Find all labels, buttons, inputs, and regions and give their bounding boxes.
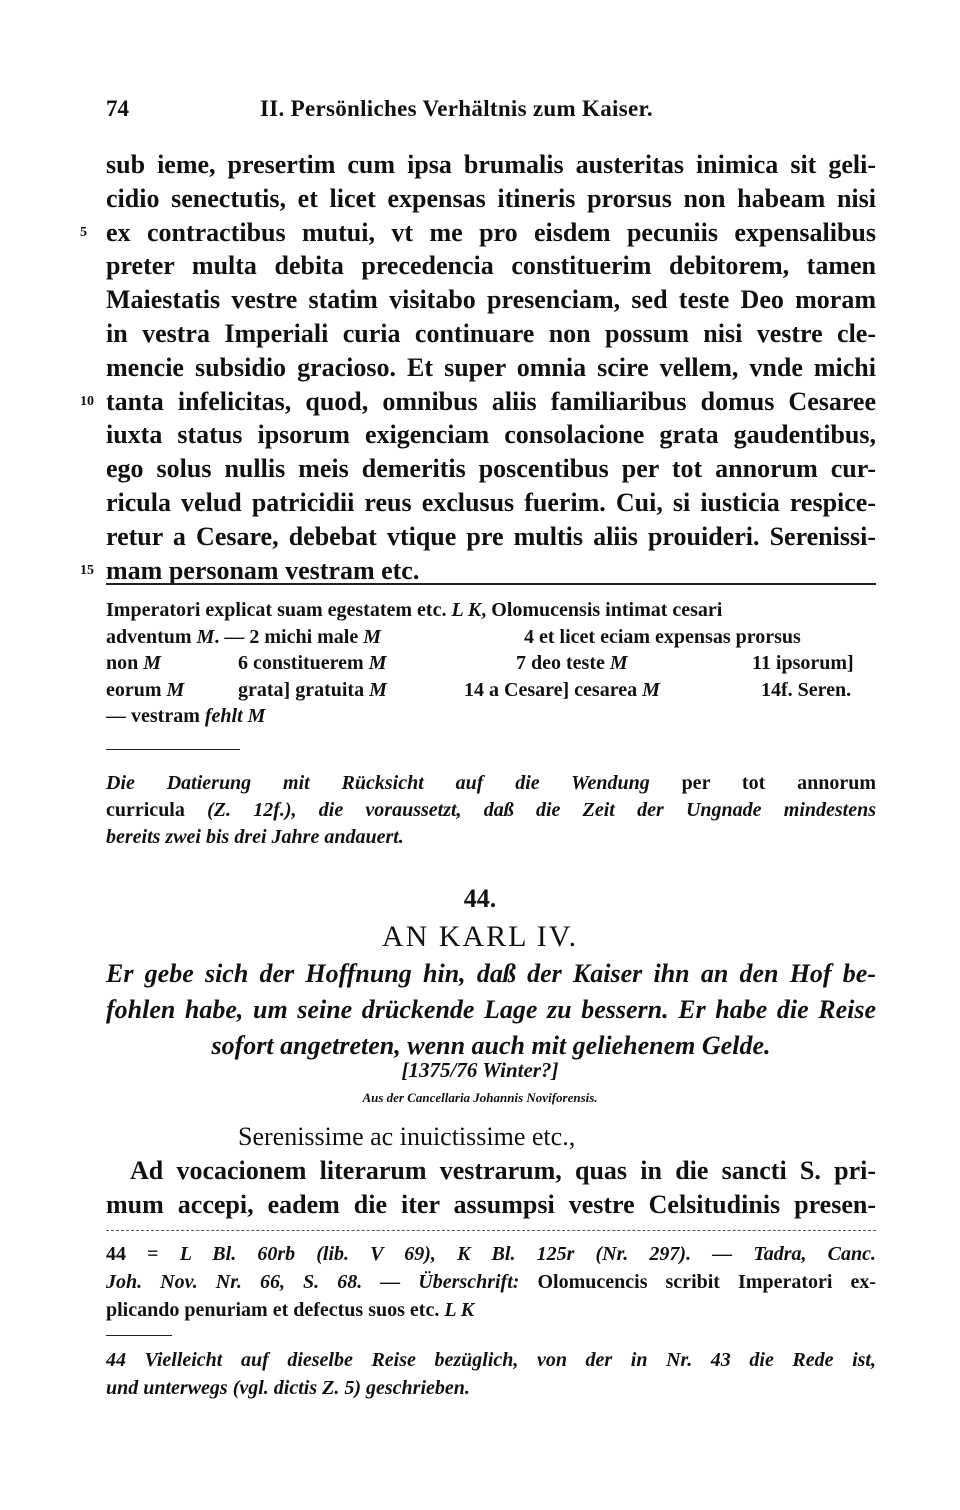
footnote-line: 44 Vielleicht auf dieselbe Reise bezüglich, von der in Nr. 43 die Rede ist, bbox=[106, 1349, 876, 1371]
apparatus-text: — vestram bbox=[106, 705, 200, 727]
apparatus-divider bbox=[106, 583, 876, 585]
apparatus-siglum: M bbox=[143, 652, 162, 674]
line-text: tanta infelicitas, quod, omnibus aliis familiaribus domus Cesaree bbox=[106, 386, 876, 416]
apparatus-text: 14f. Seren. bbox=[761, 678, 852, 701]
note-line bbox=[106, 824, 876, 851]
apparatus-text: 7 deo teste bbox=[516, 652, 605, 674]
line-text: in vestra Imperiali curia continuare non possum nisi vestre cle- bbox=[106, 318, 876, 348]
footnote-text: L K bbox=[444, 1299, 475, 1321]
apparatus-siglum: L K bbox=[451, 599, 482, 621]
apparatus-entry bbox=[238, 677, 387, 704]
line-text: cidio senectutis, et licet expensas itineris prorsus non habeam nisi bbox=[106, 183, 876, 213]
apparatus-text: eorum bbox=[106, 678, 162, 701]
line-number: 5 bbox=[80, 224, 87, 240]
apparatus-text: 11 ipsorum] bbox=[752, 652, 854, 674]
apparatus-line bbox=[106, 703, 876, 730]
apparatus-entry bbox=[464, 677, 660, 704]
text-line bbox=[106, 249, 876, 283]
letter-text bbox=[106, 1120, 876, 1222]
line-text: mencie subsidio gracioso. Et super omnia scire vellem, vnde michi bbox=[106, 352, 876, 382]
document-date: [1375/76 Winter?] bbox=[401, 1058, 559, 1082]
footnote-divider bbox=[106, 1230, 876, 1231]
footnote-text: Joh. Nov. Nr. 66, S. 68. — Überschrift: bbox=[106, 1271, 520, 1293]
line-text: sub ieme, presertim cum ipsa brumalis austeritas inimica sit geli- bbox=[106, 150, 876, 179]
regest-line: Er gebe sich der Hoffnung hin, daß der Kaiser ihn an den Hof be- bbox=[106, 959, 876, 988]
apparatus-line bbox=[106, 650, 876, 677]
apparatus-siglum: M bbox=[166, 678, 185, 701]
text-line bbox=[106, 182, 876, 216]
text-line bbox=[106, 351, 876, 385]
footnote-sources bbox=[106, 1240, 876, 1324]
footnote-text: plicando penuriam et defectus suos etc. bbox=[106, 1299, 440, 1321]
apparatus-line bbox=[106, 597, 876, 624]
apparatus-text: grata] gratuita bbox=[238, 678, 365, 701]
apparatus-siglum: M bbox=[609, 652, 628, 674]
line-text: ricula velud patricidii reus exclusus fuerim. Cui, si iusticia respice- bbox=[106, 487, 876, 517]
apparatus-text: adventum bbox=[106, 625, 192, 648]
apparatus-siglum: M bbox=[368, 652, 387, 674]
line-text: preter multa debita precedencia constituerim debitorem, tamen bbox=[106, 251, 876, 281]
document-title: AN KARL IV. bbox=[381, 920, 579, 953]
footnote-text: L Bl. 60rb (lib. V 69), bbox=[179, 1243, 436, 1265]
footnote-text: K Bl. 125r (Nr. 297). — Tadra, Canc. bbox=[457, 1243, 877, 1265]
apparatus-text: . — 2 michi male bbox=[214, 625, 359, 648]
footnote-line bbox=[106, 1268, 876, 1296]
apparatus-siglum: M bbox=[363, 625, 382, 648]
text-line bbox=[106, 486, 876, 520]
note-text: curricula bbox=[106, 799, 185, 821]
regest-line: fohlen habe, um seine drückende Lage zu bessern. Er habe die Reise bbox=[106, 995, 876, 1024]
letter-salutation: Serenissime ac inuictissime etc., bbox=[238, 1122, 576, 1151]
apparatus-siglum: M bbox=[196, 625, 215, 648]
apparatus-text: 4 et licet eciam expensas prorsus bbox=[524, 625, 801, 648]
line-text: iuxta status ipsorum exigenciam consolacione grata gaudentibus, bbox=[106, 420, 876, 450]
apparatus-text: non bbox=[106, 652, 139, 674]
text-line bbox=[106, 317, 876, 351]
apparatus-text: 14 a Cesare] cesarea bbox=[464, 678, 638, 701]
footnote-comment bbox=[106, 1346, 876, 1402]
apparatus-siglum: M bbox=[369, 678, 387, 701]
main-text bbox=[80, 148, 876, 587]
line-number: 10 bbox=[80, 393, 94, 409]
line-text: retur a Cesare, debebat vtique pre multis aliis prouideri. Serenissi- bbox=[106, 521, 876, 551]
apparatus-text: , Olomucensis intimat cesari bbox=[481, 599, 723, 621]
apparatus-line bbox=[106, 677, 876, 704]
line-text: ego solus nullis meis demeritis poscentibus per tot annorum cur- bbox=[106, 454, 876, 484]
dating-note bbox=[106, 770, 876, 851]
document-source: Aus der Cancellaria Johannis Noviforensis. bbox=[362, 1090, 598, 1105]
note-text: Die Datierung mit Rücksicht auf die Wendung bbox=[106, 772, 650, 794]
text-line bbox=[106, 452, 876, 486]
page-number: 74 bbox=[106, 96, 129, 121]
document-number: 44. bbox=[463, 884, 497, 913]
apparatus-entry bbox=[238, 650, 387, 677]
page-header bbox=[106, 96, 866, 130]
document-regest bbox=[106, 956, 876, 1064]
regest-line: sofort angetreten, wenn auch mit geliehenem Gelde. bbox=[211, 1031, 771, 1060]
footnote-line bbox=[106, 1296, 876, 1324]
running-title: II. Persönliches Verhältnis zum Kaiser. bbox=[260, 96, 653, 121]
footnote-line: und unterwegs (vgl. dictis Z. 5) geschrieben. bbox=[106, 1377, 470, 1399]
line-text: mam personam vestram etc. bbox=[106, 555, 420, 585]
footnote-text: = bbox=[147, 1243, 159, 1265]
note-line bbox=[106, 770, 876, 797]
text-line bbox=[80, 216, 876, 250]
note-line bbox=[106, 797, 876, 824]
text-line: mum accepi, eadem die iter assumpsi vestre Celsitudinis presen- bbox=[106, 1190, 876, 1219]
text-line bbox=[106, 418, 876, 452]
apparatus-text: 6 constituerem bbox=[238, 652, 364, 674]
note-text: (Z. 12f.), die voraussetzt, daß die Zeit der Ungnade mindestens bbox=[207, 799, 877, 821]
line-number: 15 bbox=[80, 562, 94, 578]
apparatus-siglum: fehlt M bbox=[204, 705, 266, 727]
line-text: ex contractibus mutui, vt me pro eisdem pecuniis expensalibus bbox=[106, 217, 876, 247]
note-divider bbox=[106, 749, 240, 750]
text-line bbox=[80, 385, 876, 419]
text-line bbox=[106, 283, 876, 317]
note-text: bereits zwei bis drei Jahre andauert. bbox=[106, 826, 404, 848]
footnote-line bbox=[106, 1240, 876, 1268]
line-text: Maiestatis vestre statim visitabo presenciam, sed teste Deo moram bbox=[106, 285, 876, 315]
apparatus-siglum: M bbox=[642, 678, 660, 701]
critical-apparatus bbox=[106, 597, 876, 730]
text-line bbox=[106, 520, 876, 554]
footnote-text: Olomucencis scribit Imperatori ex- bbox=[537, 1271, 877, 1293]
apparatus-line bbox=[106, 624, 876, 651]
text-line: Ad vocacionem literarum vestrarum, quas in die sancti S. pri- bbox=[130, 1156, 876, 1185]
footnote-text: 44 bbox=[106, 1243, 126, 1265]
text-line bbox=[106, 148, 876, 182]
apparatus-text: Imperatori explicat suam egestatem etc. bbox=[106, 599, 447, 621]
note-text: per tot annorum bbox=[681, 772, 876, 794]
apparatus-entry bbox=[516, 650, 628, 677]
footnote-divider-short bbox=[106, 1335, 172, 1336]
